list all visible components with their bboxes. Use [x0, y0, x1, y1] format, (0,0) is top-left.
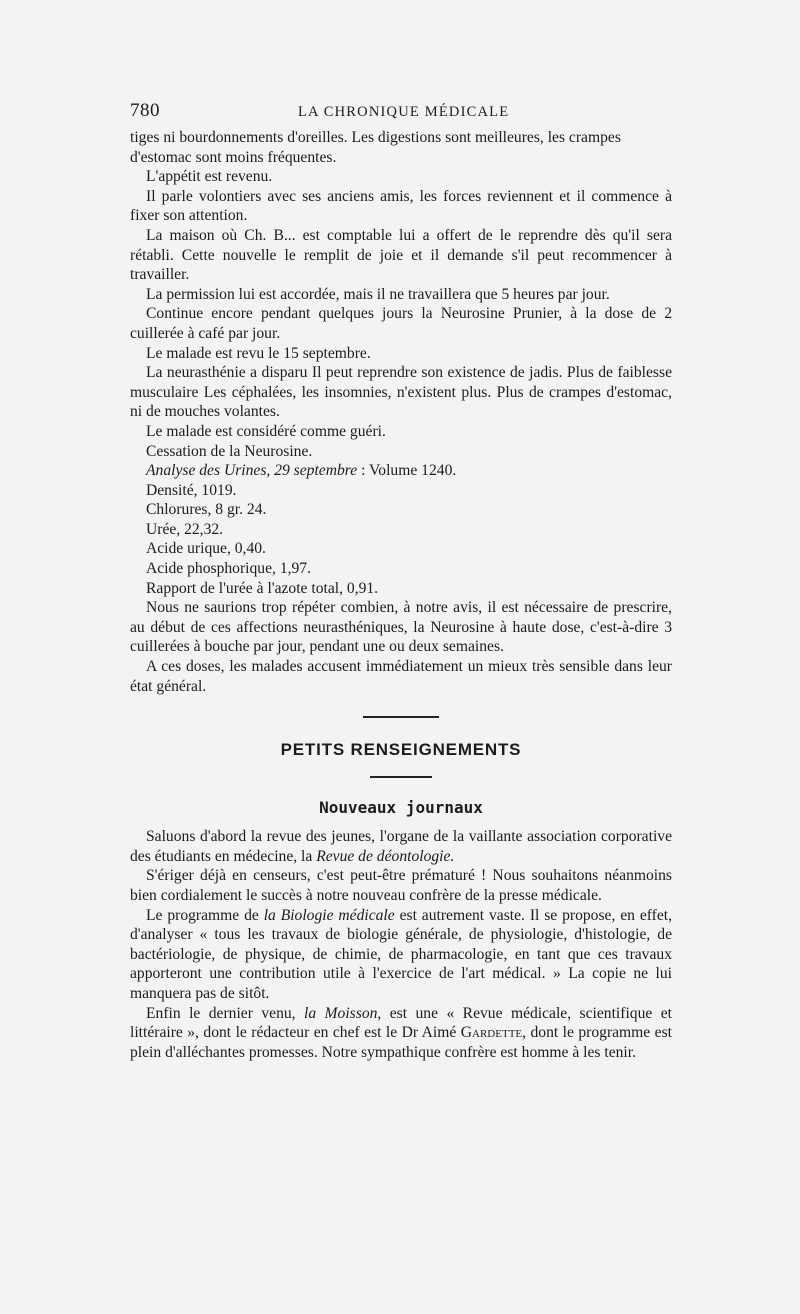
text: , est une « Revue médicale, scientifique et littéraire », dont le rédacteur en chef est le Dr Aimé — [130, 1004, 672, 1042]
text: Saluons d'abord la revue des jeunes, l'organe de la vaillante association corporative des étudiants en médecine, la — [130, 828, 672, 865]
paragraph: Le malade est considéré comme guéri. — [146, 422, 386, 440]
urine-analysis-label: Analyse des Urines, 29 septembre — [146, 462, 358, 480]
analysis-line: Rapport de l'urée à l'azote total, 0,91. — [146, 579, 379, 597]
paragraph — [130, 1004, 672, 1063]
paragraph: Cessation de la Neurosine. — [146, 442, 313, 460]
section-title: PETITS RENSEIGNEMENTS — [280, 740, 522, 760]
page-number: 780 — [130, 100, 160, 121]
paragraph: tiges ni bourdonnements d'oreilles. Les digestions sont meilleures, les crampes d'estomac sont moins fréquentes. — [130, 129, 621, 166]
journal-name: la Moisson — [304, 1004, 378, 1022]
journal-name: Revue de déontologie. — [316, 847, 455, 865]
analysis-line: Acide phosphorique, 1,97. — [146, 560, 312, 578]
text: Le programme de — [146, 906, 264, 924]
subsection-title: Nouveaux journaux — [319, 798, 483, 818]
text: , dont le programme est plein d'alléchantes promesses. Notre sympathique confrère est homme à les tenir. — [130, 1024, 673, 1061]
paragraph: Continue encore pendant quelques jours la Neurosine Prunier, à la dose de 2 cuillerée à café par jour. — [130, 305, 672, 342]
editor-name: Gardette — [460, 1024, 523, 1042]
paragraph: La maison où Ch. B... est comptable lui a offert de le reprendre dès qu'il sera rétabli. Cette nouvelle le remplit de joie et il demande s'il peut recommencer à travailler. — [130, 226, 672, 284]
case-report — [130, 128, 672, 696]
analysis-line: Densité, 1019. — [146, 481, 237, 499]
analysis-line: Acide urique, 0,40. — [146, 540, 266, 558]
journal-name: la Biologie médicale — [263, 906, 395, 924]
running-head: LA CHRONIQUE MÉDICALE — [298, 104, 510, 120]
paragraph — [130, 827, 672, 866]
urine-analysis-volume: : Volume 1240. — [357, 462, 457, 480]
paragraph: Il parle volontiers avec ses anciens amis, les forces reviennent et il commence à fixer son attention. — [130, 187, 672, 225]
paragraph: La permission lui est accordée, mais il ne travaillera que 5 heures par jour. — [146, 285, 610, 303]
section-divider — [363, 716, 439, 718]
text: est autrement vaste. Il se propose, en effet, d'analyser « tous les travaux de biologie générale, de physiologie, d'histologie, de bactériologie, de physique, de chimie, de pharmacologie, en tant que ces travaux apporteront une contribution utile à l'exercice de l'art médical. » La copie ne lui manquera pas de sitôt. — [130, 906, 673, 1002]
paragraph — [130, 906, 672, 1004]
paragraph: Le malade est revu le 15 septembre. — [146, 344, 371, 362]
paragraph: La neurasthénie a disparu Il peut reprendre son existence de jadis. Plus de faiblesse musculaire Les céphalées, les insomnies, n'existent plus. Plus de crampes d'estomac, ni de mouches volantes. — [130, 364, 672, 421]
text: Enfin le dernier venu, — [146, 1004, 304, 1022]
analysis-line: Chlorures, 8 gr. 24. — [146, 501, 267, 519]
section-divider — [370, 776, 432, 778]
urine-analysis-heading — [130, 461, 672, 481]
page-header — [130, 100, 672, 128]
paragraph: L'appétit est revenu. — [146, 168, 273, 186]
news-section — [130, 827, 672, 1062]
page — [130, 100, 672, 1062]
paragraph: Nous ne saurions trop répéter combien, à notre avis, il est nécessaire de prescrire, au début de ces affections neurasthéniques, la Neurosine à haute dose, c'est-à-dire 3 cuillerées à bouche par jour, pendant une ou deux semaines. — [130, 599, 672, 656]
paragraph: S'ériger déjà en censeurs, c'est peut-être prématuré ! Nous souhaitons néanmoins bien cordialement le succès à notre nouveau confrère de la presse médicale. — [130, 867, 672, 904]
analysis-line: Urée, 22,32. — [146, 520, 224, 538]
paragraph: A ces doses, les malades accusent immédiatement un mieux très sensible dans leur état général. — [130, 658, 672, 695]
